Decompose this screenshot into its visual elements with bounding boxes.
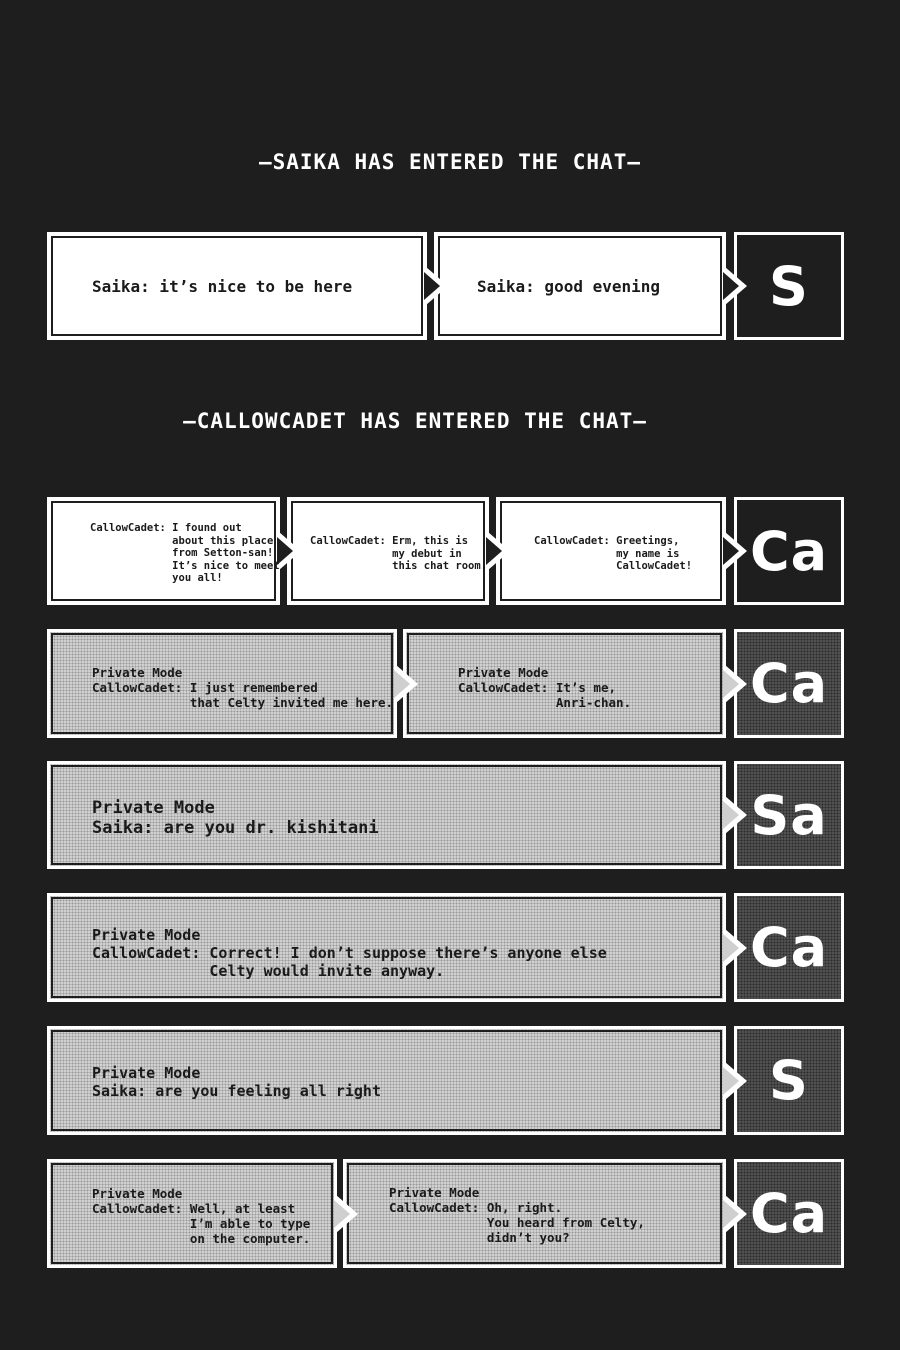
chat-message-text: Private Mode Saika: are you dr. kishitani xyxy=(92,798,379,839)
bubble-pointer-icon xyxy=(725,532,747,570)
chat-message-text: CallowCadet: I found out about this place from Setton-san! It’s nice to meet you all! xyxy=(90,522,280,585)
chat-bubble xyxy=(47,232,427,340)
chat-message-text: Private Mode CallowCadet: I just remembered that Celty invited me here. xyxy=(92,665,394,710)
chat-bubble-private xyxy=(47,1159,337,1268)
chat-message-text: Private Mode Saika: are you feeling all right xyxy=(92,1064,381,1100)
chat-bubble-private xyxy=(47,629,397,738)
chat-row xyxy=(0,1159,900,1268)
chat-bubble xyxy=(434,232,726,340)
chat-message-text: Private Mode CallowCadet: It’s me, Anri-chan. xyxy=(458,665,632,710)
avatar-callowcadet: Ca xyxy=(734,1159,844,1268)
bubble-pointer-icon xyxy=(426,267,448,305)
chat-bubble xyxy=(496,497,726,605)
avatar-callowcadet: Ca xyxy=(734,497,844,605)
bubble-pointer-icon xyxy=(336,1195,358,1233)
avatar-saika: Sa xyxy=(734,761,844,869)
chat-row xyxy=(0,1026,900,1135)
chat-row xyxy=(0,232,900,340)
chat-message-text: Saika: it’s nice to be here xyxy=(92,277,353,296)
bubble-pointer-icon xyxy=(488,532,510,570)
bubble-pointer-icon xyxy=(725,267,747,305)
chat-bubble xyxy=(287,497,489,605)
chat-row xyxy=(0,893,900,1002)
system-message-callowcadet-entered: —CALLOWCADET HAS ENTERED THE CHAT— xyxy=(183,409,647,433)
chat-bubble xyxy=(47,497,280,605)
chat-row xyxy=(0,761,900,869)
avatar-saika: S xyxy=(734,232,844,340)
chat-row xyxy=(0,497,900,605)
system-message-saika-entered: —SAIKA HAS ENTERED THE CHAT— xyxy=(258,150,641,174)
chat-message-text: Private Mode CallowCadet: Oh, right. You heard from Celty, didn’t you? xyxy=(389,1185,645,1245)
bubble-pointer-icon xyxy=(725,796,747,834)
chat-bubble-private xyxy=(47,761,726,869)
chat-message-text: CallowCadet: Erm, this is my debut in this chat room. xyxy=(310,535,488,573)
bubble-pointer-icon xyxy=(725,1062,747,1100)
bubble-pointer-icon xyxy=(725,665,747,703)
chat-message-text: Saika: good evening xyxy=(477,277,661,296)
bubble-pointer-icon xyxy=(725,1195,747,1233)
avatar-saika: S xyxy=(734,1026,844,1135)
chat-message-text: CallowCadet: Greetings, my name is CallowCadet! xyxy=(534,535,693,573)
chat-bubble-private xyxy=(47,893,726,1002)
chat-bubble-private xyxy=(47,1026,726,1135)
chat-bubble-private xyxy=(403,629,726,738)
chat-row xyxy=(0,629,900,738)
chat-message-text: Private Mode CallowCadet: Well, at least I’m able to type on the computer. xyxy=(92,1186,311,1246)
chat-message-text: Private Mode CallowCadet: Correct! I don’t suppose there’s anyone else Celty would invite anyway. xyxy=(92,926,607,980)
bubble-pointer-icon xyxy=(279,532,301,570)
bubble-pointer-icon xyxy=(725,929,747,967)
chat-bubble-private xyxy=(343,1159,726,1268)
avatar-callowcadet: Ca xyxy=(734,629,844,738)
avatar-callowcadet: Ca xyxy=(734,893,844,1002)
bubble-pointer-icon xyxy=(396,665,418,703)
